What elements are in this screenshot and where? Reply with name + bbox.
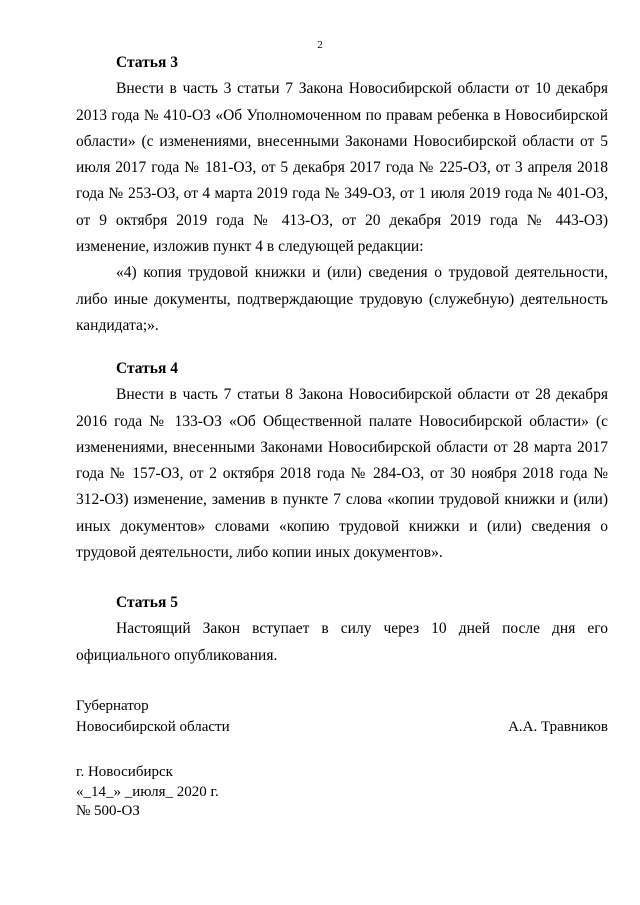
footer-date: «_14_» _июля_ 2020 г. <box>76 783 219 800</box>
signatory-region: Новосибирской области <box>76 719 230 735</box>
page-number: 2 <box>317 39 323 51</box>
footer-city: г. Новосибирск <box>76 764 173 780</box>
signature-block <box>76 696 608 738</box>
article-4 <box>76 356 608 566</box>
article-5 <box>76 590 608 669</box>
article-paragraph: Настоящий Закон вступает в силу через 10 дней после дня его официального опубликования. <box>76 620 608 664</box>
article-paragraph: Внести в часть 3 статьи 7 Закона Новосибирской области от 10 декабря 2013 года № 410-ОЗ «Об Уполномоченном по правам ребенка в Новосибирской области» (с изменениями, внесенными Законами Новосибирской области от 5 июля 2017 года № 181-ОЗ, от 5 декабря 2017 года № 225-ОЗ, от 3 апреля 2018 года № 253-ОЗ, от 4 марта 2019 года № 349-ОЗ, от 1 июля 2019 года № 401-ОЗ, от 9 октября 2019 года № 413-ОЗ, от 20 декабря 2019 года № 443-ОЗ) изменение, изложив пункт 4 в следующей редакции: <box>76 80 608 256</box>
signatory-position: Губернатор <box>76 698 149 714</box>
article-title: Статья 3 <box>116 54 178 71</box>
article-3 <box>76 50 608 339</box>
article-title: Статья 5 <box>116 594 178 611</box>
footer-number: № 500-ОЗ <box>76 803 140 819</box>
document-footer <box>76 763 476 822</box>
article-paragraph: Внести в часть 7 статьи 8 Закона Новосибирской области от 28 декабря 2016 года № 133-ОЗ «Об Общественной палате Новосибирской области» (с изменениями, внесенными Законами Новосибирской области от 28 марта 2017 года № 157-ОЗ, от 2 октября 2018 года № 284-ОЗ, от 30 ноября 2018 года № 312-ОЗ) изменение, заменив в пункте 7 слова «копии трудовой книжки и (или) иных документов» словами «копию трудовой книжки и (или) сведения о трудовой деятельности, либо копии иных документов». <box>76 386 608 562</box>
article-paragraph: «4) копия трудовой книжки и (или) сведения о трудовой деятельности, либо иные документы, подтверждающие трудовую (служебную) деятельность кандидата;». <box>76 264 608 334</box>
signature-row <box>76 717 608 738</box>
signatory-name: А.А. Травников <box>508 719 608 735</box>
article-title: Статья 4 <box>116 360 178 377</box>
